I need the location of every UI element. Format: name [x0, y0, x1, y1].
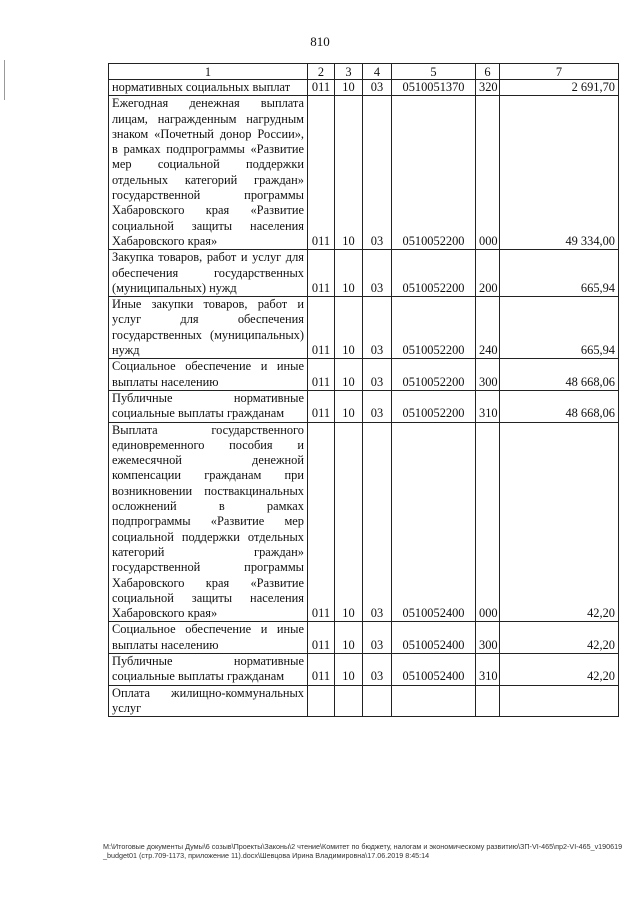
row-code-2: 011	[308, 390, 335, 422]
row-code-3: 10	[335, 422, 363, 622]
row-code-3: 10	[335, 250, 363, 297]
margin-mark	[4, 60, 5, 100]
row-code-4: 03	[363, 359, 392, 391]
row-code-3: 10	[335, 80, 363, 96]
row-code-5: 0510052200	[392, 96, 476, 250]
row-code-6: 300	[476, 622, 500, 654]
row-amount	[500, 685, 619, 717]
row-code-5: 0510052400	[392, 653, 476, 685]
row-code-3: 10	[335, 622, 363, 654]
row-description: Публичные нормативные социальные выплаты гражданам	[109, 653, 308, 685]
row-amount: 48 668,06	[500, 359, 619, 391]
row-code-5: 0510052200	[392, 250, 476, 297]
row-code-2: 011	[308, 653, 335, 685]
row-code-3: 10	[335, 359, 363, 391]
row-description: Социальное обеспечение и иные выплаты населению	[109, 359, 308, 391]
col-header-1: 1	[109, 64, 308, 80]
row-code-6: 000	[476, 96, 500, 250]
row-amount: 48 668,06	[500, 390, 619, 422]
table-row	[109, 359, 619, 391]
row-code-3: 10	[335, 653, 363, 685]
row-code-6: 310	[476, 390, 500, 422]
col-header-2: 2	[308, 64, 335, 80]
col-header-5: 5	[392, 64, 476, 80]
row-code-2: 011	[308, 96, 335, 250]
row-code-4: 03	[363, 390, 392, 422]
row-code-6: 240	[476, 297, 500, 359]
row-description: Выплата государственного единовременного пособия и ежемесячной денежной компенсации гражданам при возникновении поствакцинальных осложнений в рамках подпрограммы «Развитие мер социальной поддержки отдельных категорий граждан» государственной программы Хабаровского края «Развитие социальной защиты населения Хабаровского края»	[109, 422, 308, 622]
row-code-2: 011	[308, 622, 335, 654]
table-row	[109, 80, 619, 96]
table-row	[109, 622, 619, 654]
row-code-5: 0510052200	[392, 359, 476, 391]
page-number: 810	[310, 34, 330, 49]
row-code-2: 011	[308, 80, 335, 96]
row-code-6: 320	[476, 80, 500, 96]
row-code-2: 011	[308, 250, 335, 297]
row-description: Закупка товаров, работ и услуг для обеспечения государственных (муниципальных) нужд	[109, 250, 308, 297]
row-amount: 42,20	[500, 422, 619, 622]
table-row	[109, 96, 619, 250]
row-code-5: 0510052400	[392, 622, 476, 654]
row-code-4	[363, 685, 392, 717]
row-code-4: 03	[363, 96, 392, 250]
row-code-6: 300	[476, 359, 500, 391]
row-code-3: 10	[335, 96, 363, 250]
row-code-4: 03	[363, 422, 392, 622]
row-code-3: 10	[335, 297, 363, 359]
row-code-5: 0510052400	[392, 422, 476, 622]
file-path-footer: M:\Итоговые документы Думы\6 созыв\Проекты\Законы\2 чтение\Комитет по бюджету, налогам и экономическому развитию\ЗП-VI-465\пр2-VI-465_v190619_budget01 (стр.709-1173, приложение 11).docx\Шевцова Ирина Владимировна\17.06.2019 8:45:14	[103, 842, 623, 860]
row-amount: 49 334,00	[500, 96, 619, 250]
row-code-5: 0510052200	[392, 390, 476, 422]
row-code-5: 0510052200	[392, 297, 476, 359]
row-code-6	[476, 685, 500, 717]
table-row	[109, 685, 619, 717]
row-code-6: 310	[476, 653, 500, 685]
col-header-6: 6	[476, 64, 500, 80]
row-code-4: 03	[363, 250, 392, 297]
row-code-6: 000	[476, 422, 500, 622]
row-description: Публичные нормативные социальные выплаты гражданам	[109, 390, 308, 422]
table-row	[109, 390, 619, 422]
row-description: нормативных социальных выплат	[109, 80, 308, 96]
row-code-4: 03	[363, 297, 392, 359]
row-code-2: 011	[308, 359, 335, 391]
row-description: Социальное обеспечение и иные выплаты населению	[109, 622, 308, 654]
row-description: Оплата жилищно-коммунальных услуг	[109, 685, 308, 717]
row-code-2: 011	[308, 297, 335, 359]
table-row	[109, 250, 619, 297]
table-row	[109, 422, 619, 622]
row-code-3	[335, 685, 363, 717]
row-description: Ежегодная денежная выплата лицам, награжденным нагрудным знаком «Почетный донор России», в рамках подпрограммы «Развитие мер социальной поддержки отдельных категорий граждан» государственной программы Хабаровского края «Развитие социальной защиты населения Хабаровского края»	[109, 96, 308, 250]
row-description: Иные закупки товаров, работ и услуг для обеспечения государственных (муниципальных) нужд	[109, 297, 308, 359]
table-row	[109, 653, 619, 685]
row-amount: 2 691,70	[500, 80, 619, 96]
row-code-2	[308, 685, 335, 717]
row-code-4: 03	[363, 653, 392, 685]
row-code-5	[392, 685, 476, 717]
row-amount: 42,20	[500, 622, 619, 654]
row-code-5: 0510051370	[392, 80, 476, 96]
col-header-7: 7	[500, 64, 619, 80]
row-code-6: 200	[476, 250, 500, 297]
row-code-3: 10	[335, 390, 363, 422]
table-row	[109, 297, 619, 359]
col-header-4: 4	[363, 64, 392, 80]
header-row	[109, 64, 619, 80]
budget-table	[108, 63, 619, 717]
row-amount: 665,94	[500, 297, 619, 359]
col-header-3: 3	[335, 64, 363, 80]
row-code-4: 03	[363, 80, 392, 96]
row-code-4: 03	[363, 622, 392, 654]
row-amount: 42,20	[500, 653, 619, 685]
row-amount: 665,94	[500, 250, 619, 297]
row-code-2: 011	[308, 422, 335, 622]
